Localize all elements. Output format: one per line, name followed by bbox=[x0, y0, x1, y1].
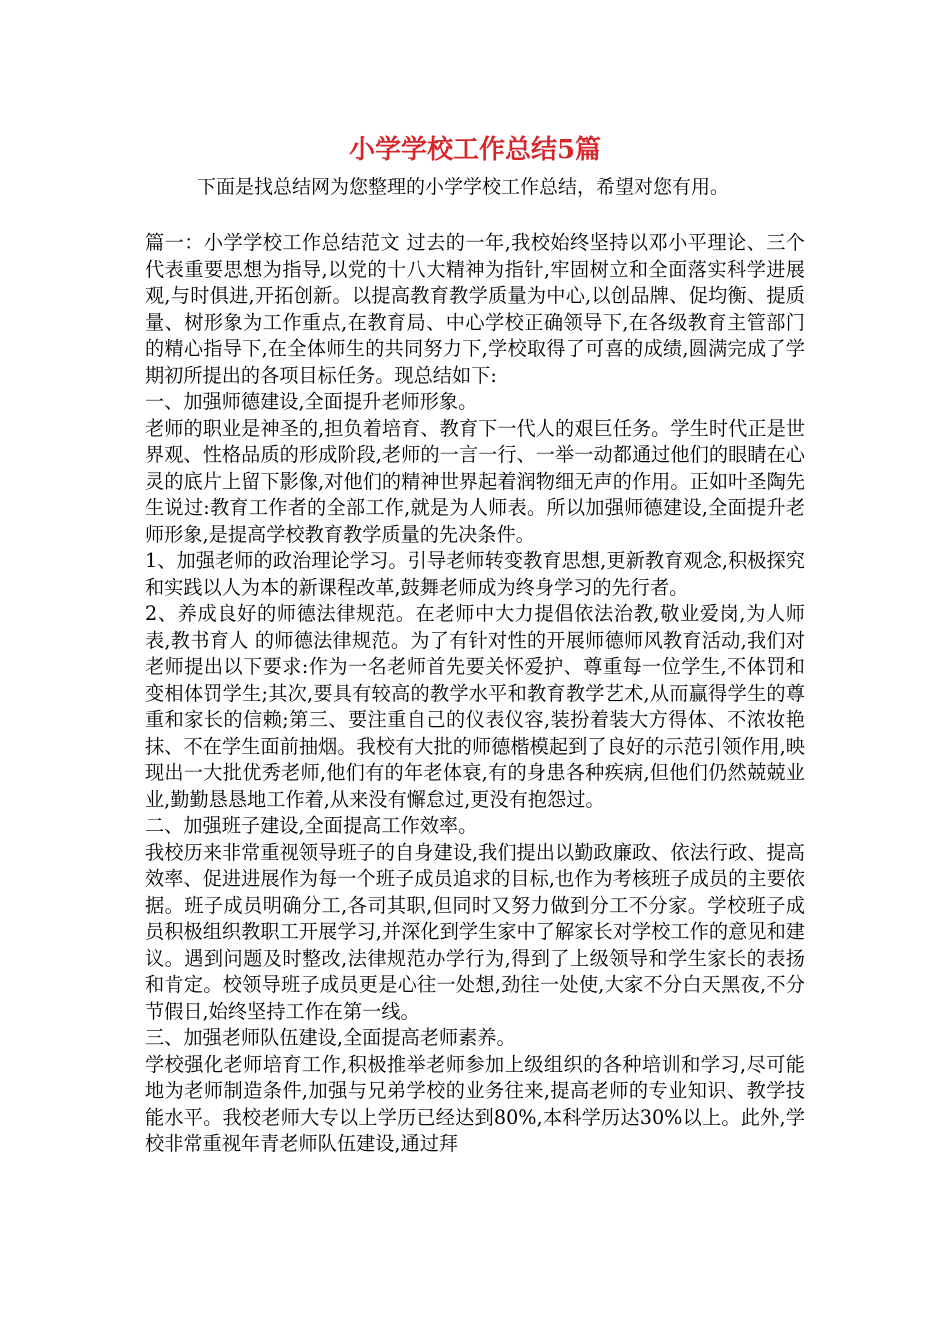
section-heading: 一、加强师德建设,全面提升老师形象。 bbox=[145, 390, 478, 413]
paragraph: 学校强化老师培育工作,积极推举老师参加上级组织的各种培训和学习,尽可能地为老师制造条件,加强与兄弟学校的业务往来,提高老师的专业知识、教学技能水平。我校老师大专以上学历已经达到80%,本科学历达30%以上。此外,学校非常重视年青老师队伍建设,通过拜 bbox=[145, 1052, 805, 1155]
document-intro: 下面是找总结网为您整理的小学学校工作总结，希望对您有用。 bbox=[197, 176, 730, 198]
document-page bbox=[145, 128, 805, 1158]
paragraph: 1、加强老师的政治理论学习。引导老师转变教育思想,更新教育观念,积极探究和实践以人为本的新课程改革,鼓舞老师成为终身学习的先行者。 bbox=[145, 549, 805, 599]
paragraph: 老师的职业是神圣的,担负着培育、教育下一代人的艰巨任务。学生时代正是世界观、性格品质的形成阶段,老师的一言一行、一举一动都通过他们的眼睛在心灵的底片上留下影像,对他们的精神世界起着润物细无声的作用。正如叶圣陶先生说过:教育工作者的全部工作,就是为人师表。所以加强师德建设,全面提升老师形象,是提高学校教育教学质量的先决条件。 bbox=[145, 416, 805, 546]
document-title: 小学学校工作总结5篇 bbox=[348, 135, 602, 165]
paragraph: 我校历来非常重视领导班子的自身建设,我们提出以勤政廉政、依法行政、提高效率、促进进展作为每一个班子成员追求的目标,也作为考核班子成员的主要依据。班子成员明确分工,各司其职,但同时又努力做到分工不分家。学校班子成员积极组织教职工开展学习,并深化到学生家中了解家长对学校工作的意见和建议。遇到问题及时整改,法律规范办学行为,得到了上级领导和学生家长的表扬和肯定。校领导班子成员更是心往一处想,劲往一处使,大家不分白天黑夜,不分节假日,始终坚持工作在第一线。 bbox=[145, 840, 805, 1023]
section-heading: 二、加强班子建设,全面提高工作效率。 bbox=[145, 814, 478, 837]
paragraph: 2、养成良好的师德法律规范。在老师中大力提倡依法治教,敬业爱岗,为人师表,教书育人 的师德法律规范。为了有针对性的开展师德师风教育活动,我们对老师提出以下要求:作为一名老师首先要关怀爱护、尊重每一位学生,不体罚和变相体罚学生;其次,要具有较高的教学水平和教育教学艺术,从而赢得学生的尊重和家长的信赖;第三、要注重自己的仪表仪容,装扮着装大方得体、不浓妆艳抹、不在学生面前抽烟。我校有大批的师德楷模起到了良好的示范引领作用,映现出一大批优秀老师,他们有的年老体衰,有的身患各种疾病,但他们仍然兢兢业业,勤勤恳恳地工作着,从来没有懈怠过,更没有抱怨过。 bbox=[145, 602, 805, 811]
section-heading: 三、加强老师队伍建设,全面提高老师素养。 bbox=[145, 1026, 516, 1049]
document-body bbox=[145, 230, 805, 1158]
paragraph: 篇一：小学学校工作总结范文 过去的一年,我校始终坚持以邓小平理论、三个代表重要思想为指导,以党的十八大精神为指针,牢固树立和全面落实科学进展观,与时俱进,开拓创新。以提高教育教学质量为中心,以创品牌、促均衡、提质量、树形象为工作重点,在教育局、中心学校正确领导下,在各级教育主管部门的精心指导下,在全体师生的共同努力下,学校取得了可喜的成绩,圆满完成了学期初所提出的各项目标任务。现总结如下: bbox=[145, 231, 805, 387]
